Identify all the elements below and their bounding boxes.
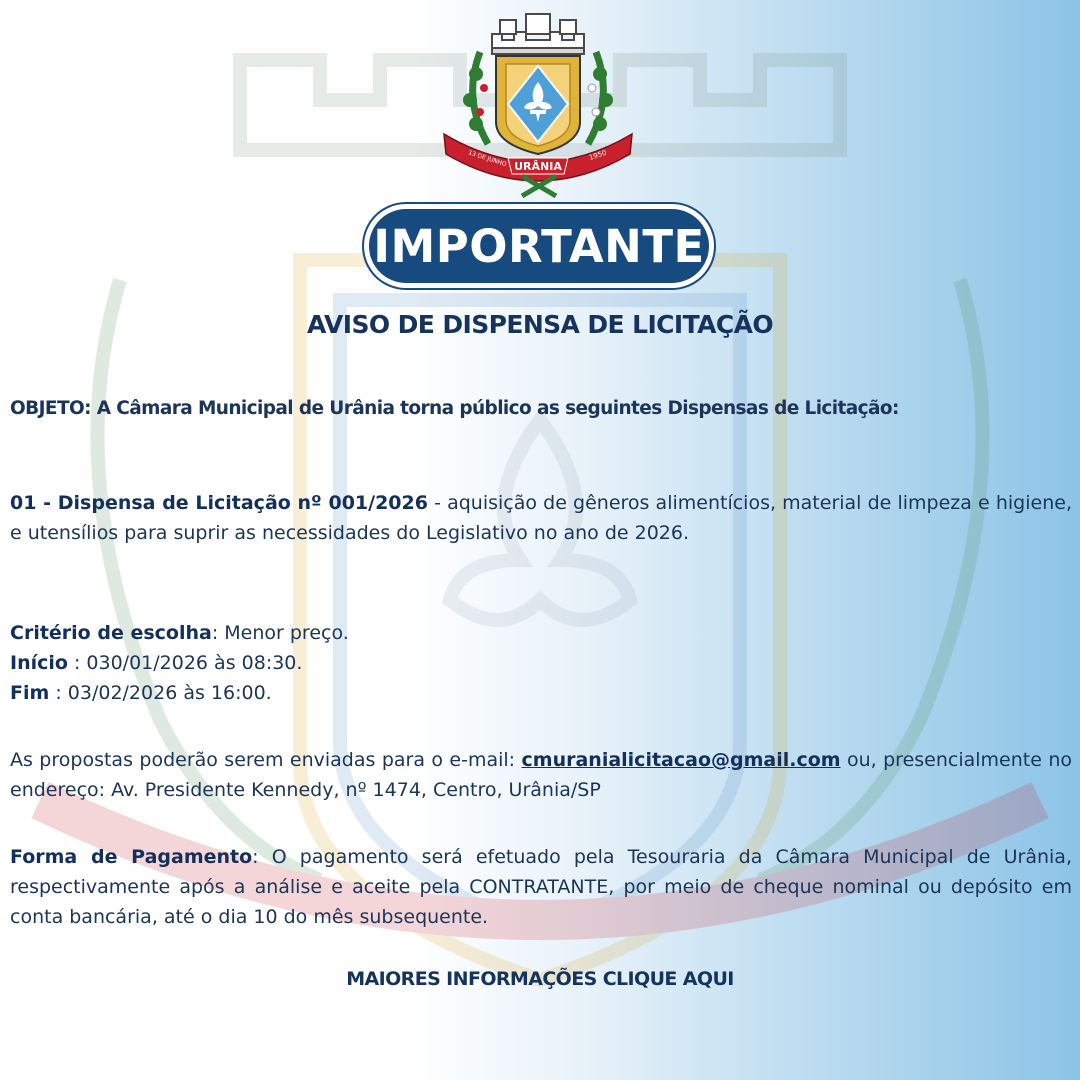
crest-city-name: URÂNIA — [514, 160, 562, 173]
payment-text: : O pagamento será efetuado pela Tesouraria da Câmara Municipal de Urânia, respectivamente após a análise e aceite pela CONTRATANTE, por meio de cheque nominal ou depósito em conta bancária, até o dia 10 do mês subsequente. — [10, 846, 1072, 928]
end-label: Fim — [10, 682, 50, 704]
important-badge — [364, 204, 714, 288]
dispensa-item-label: 01 - Dispensa de Licitação nº 001/2026 — [10, 492, 428, 514]
start-value: : 030/01/2026 às 08:30. — [67, 652, 303, 674]
payment-label: Forma de Pagamento — [10, 846, 253, 868]
important-badge-label: IMPORTANTE — [373, 219, 705, 273]
criteria-row — [10, 618, 1072, 648]
crest-founding-year: 1950 — [588, 148, 608, 162]
criteria-value: : Menor preço. — [211, 622, 349, 644]
criteria-label: Critério de escolha — [10, 622, 212, 644]
end-value: : 03/02/2026 às 16:00. — [49, 682, 272, 704]
criteria-block — [10, 618, 1072, 708]
start-label: Início — [10, 652, 68, 674]
email-link[interactable]: cmuranialicitacao@gmail.com — [521, 749, 841, 771]
proposal-suffix: ou, presencialmente no endereço: Av. Presidente Kennedy, nº 1474, Centro, Urânia/SP — [10, 749, 1072, 801]
proposal-paragraph — [10, 745, 1072, 805]
notice-title: AVISO DE DISPENSA DE LICITAÇÃO — [306, 310, 774, 339]
coat-of-arms-logo — [440, 4, 636, 200]
dispensa-item-separator: - — [427, 492, 448, 514]
proposal-prefix: As propostas poderão serem enviadas para o e-mail: — [10, 749, 522, 771]
dispensa-item — [10, 488, 1072, 548]
start-row — [10, 648, 1072, 678]
more-info-link[interactable]: MAIORES INFORMAÇÕES CLIQUE AQUI — [346, 968, 734, 990]
notice-object: OBJETO: A Câmara Municipal de Urânia torna público as seguintes Dispensas de Licitação: — [10, 398, 899, 419]
end-row — [10, 678, 1072, 708]
dispensa-item-description: aquisição de gêneros alimentícios, material de limpeza e higiene, e utensílios para suprir as necessidades do Legislativo no ano de 2026. — [10, 492, 1072, 544]
payment-paragraph — [10, 842, 1072, 932]
crest-founding-date: 13 DE JUNHO — [467, 149, 508, 169]
